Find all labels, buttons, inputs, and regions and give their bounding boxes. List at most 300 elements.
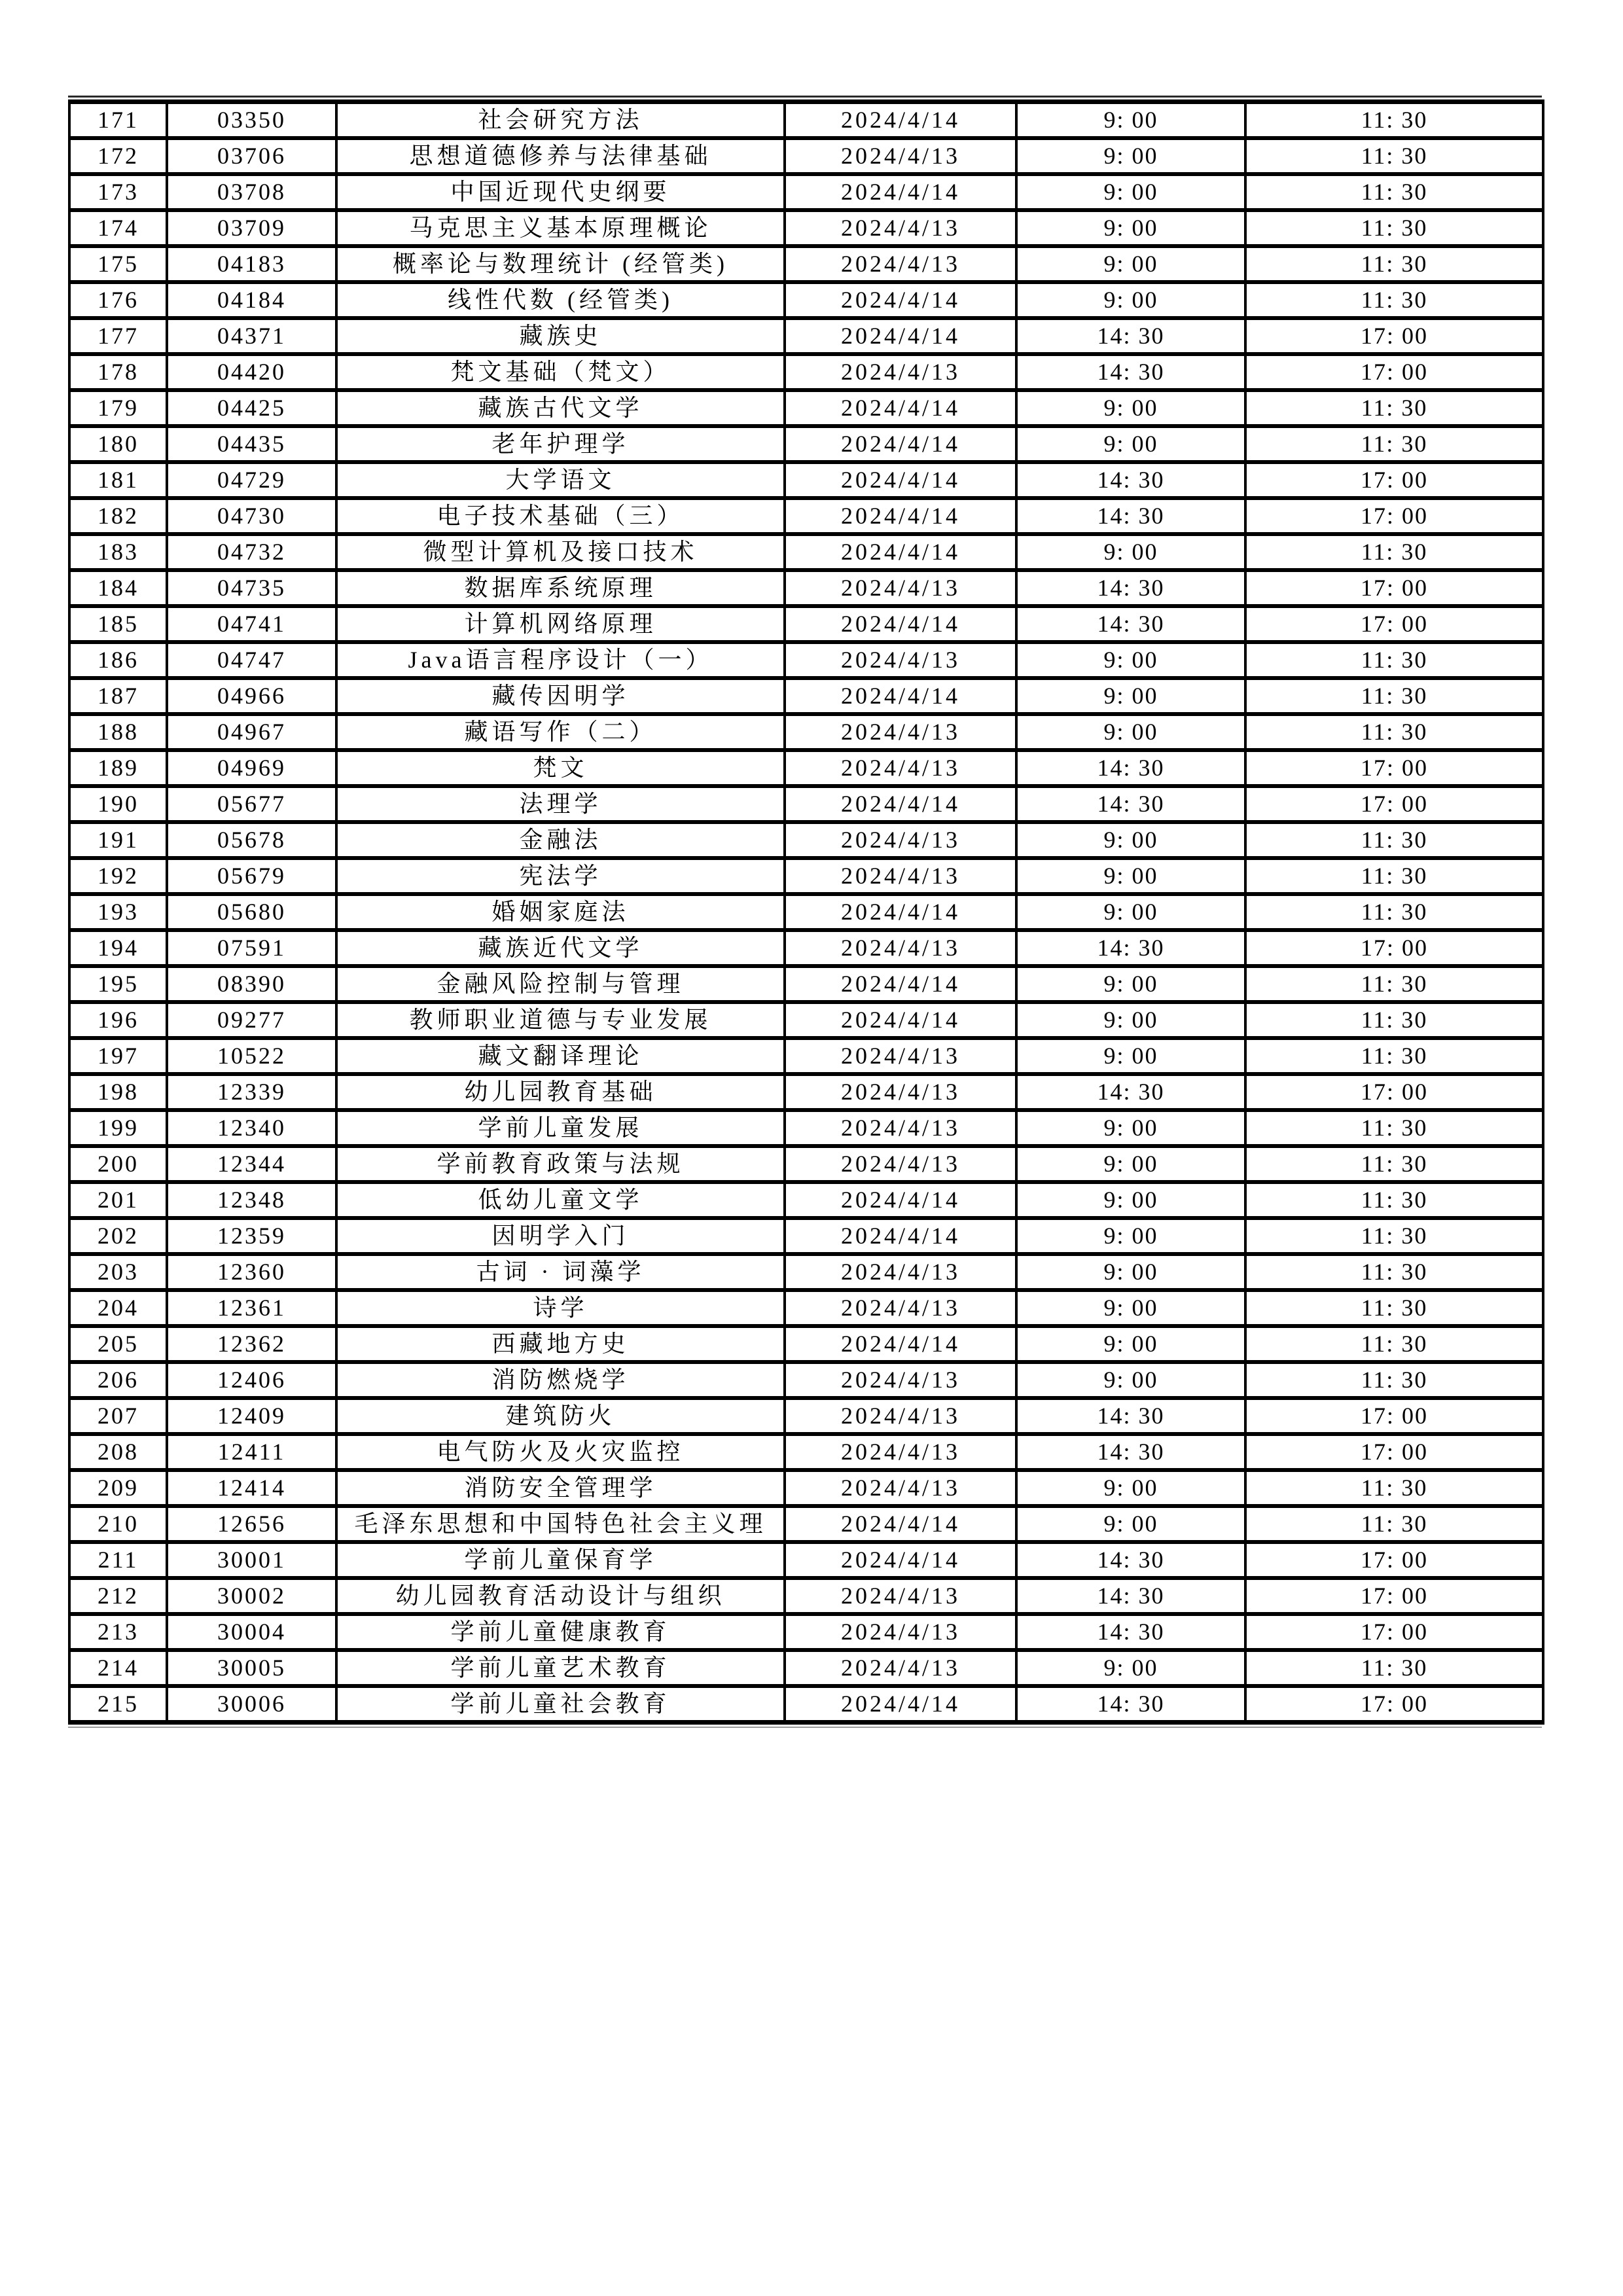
index-cell: 205 (69, 1326, 167, 1362)
index-cell: 178 (69, 354, 167, 390)
course-name-cell: 社会研究方法 (336, 102, 785, 139)
start-time-cell: 9: 00 (1016, 210, 1245, 246)
end-time-cell: 11: 30 (1245, 1218, 1543, 1254)
course-name-cell: 中国近现代史纲要 (336, 174, 785, 210)
index-cell: 182 (69, 498, 167, 534)
end-time-cell: 17: 00 (1245, 1398, 1543, 1434)
course-name-cell: 金融风险控制与管理 (336, 966, 785, 1002)
course-code-cell: 04967 (167, 714, 336, 750)
table-row (69, 1290, 1543, 1326)
table-row (69, 390, 1543, 426)
start-time-cell: 9: 00 (1016, 858, 1245, 894)
end-time-cell: 17: 00 (1245, 354, 1543, 390)
course-name-cell: 藏族史 (336, 318, 785, 354)
date-cell: 2024/4/13 (785, 246, 1016, 282)
index-cell: 212 (69, 1578, 167, 1614)
end-time-cell: 17: 00 (1245, 786, 1543, 822)
date-cell: 2024/4/14 (785, 426, 1016, 462)
end-time-cell: 11: 30 (1245, 1326, 1543, 1362)
course-code-cell: 04729 (167, 462, 336, 498)
exam-schedule-sheet (68, 96, 1542, 1728)
course-code-cell: 12360 (167, 1254, 336, 1290)
start-time-cell: 9: 00 (1016, 1650, 1245, 1686)
index-cell: 209 (69, 1470, 167, 1506)
start-time-cell: 9: 00 (1016, 138, 1245, 174)
course-name-cell: 概率论与数理统计 (经管类) (336, 246, 785, 282)
date-cell: 2024/4/13 (785, 750, 1016, 786)
end-time-cell: 11: 30 (1245, 1038, 1543, 1074)
course-name-cell: 金融法 (336, 822, 785, 858)
index-cell: 172 (69, 138, 167, 174)
index-cell: 198 (69, 1074, 167, 1110)
end-time-cell: 11: 30 (1245, 1290, 1543, 1326)
index-cell: 215 (69, 1686, 167, 1723)
start-time-cell: 14: 30 (1016, 354, 1245, 390)
course-code-cell: 03350 (167, 102, 336, 139)
course-code-cell: 04435 (167, 426, 336, 462)
table-row (69, 282, 1543, 318)
end-time-cell: 17: 00 (1245, 498, 1543, 534)
start-time-cell: 9: 00 (1016, 966, 1245, 1002)
date-cell: 2024/4/14 (785, 282, 1016, 318)
start-time-cell: 9: 00 (1016, 1326, 1245, 1362)
course-name-cell: 幼儿园教育活动设计与组织 (336, 1578, 785, 1614)
start-time-cell: 9: 00 (1016, 642, 1245, 678)
index-cell: 186 (69, 642, 167, 678)
index-cell: 196 (69, 1002, 167, 1038)
date-cell: 2024/4/14 (785, 318, 1016, 354)
table-row (69, 246, 1543, 282)
end-time-cell: 11: 30 (1245, 1506, 1543, 1542)
course-code-cell: 04735 (167, 570, 336, 606)
date-cell: 2024/4/14 (785, 786, 1016, 822)
table-row (69, 1686, 1543, 1723)
start-time-cell: 9: 00 (1016, 174, 1245, 210)
table-row (69, 606, 1543, 642)
start-time-cell: 14: 30 (1016, 498, 1245, 534)
date-cell: 2024/4/14 (785, 102, 1016, 139)
start-time-cell: 9: 00 (1016, 1470, 1245, 1506)
index-cell: 204 (69, 1290, 167, 1326)
date-cell: 2024/4/13 (785, 1254, 1016, 1290)
course-name-cell: 诗学 (336, 1290, 785, 1326)
end-time-cell: 11: 30 (1245, 174, 1543, 210)
course-name-cell: 梵文 (336, 750, 785, 786)
end-time-cell: 17: 00 (1245, 1434, 1543, 1470)
end-time-cell: 11: 30 (1245, 966, 1543, 1002)
course-name-cell: Java语言程序设计（一） (336, 642, 785, 678)
course-code-cell: 04732 (167, 534, 336, 570)
start-time-cell: 9: 00 (1016, 1290, 1245, 1326)
index-cell: 180 (69, 426, 167, 462)
start-time-cell: 9: 00 (1016, 282, 1245, 318)
course-code-cell: 04730 (167, 498, 336, 534)
course-code-cell: 08390 (167, 966, 336, 1002)
date-cell: 2024/4/14 (785, 1686, 1016, 1723)
table-row (69, 678, 1543, 714)
course-code-cell: 12348 (167, 1182, 336, 1218)
course-code-cell: 04425 (167, 390, 336, 426)
index-cell: 191 (69, 822, 167, 858)
table-row (69, 1578, 1543, 1614)
date-cell: 2024/4/13 (785, 642, 1016, 678)
date-cell: 2024/4/14 (785, 1182, 1016, 1218)
start-time-cell: 9: 00 (1016, 534, 1245, 570)
table-row (69, 1254, 1543, 1290)
date-cell: 2024/4/14 (785, 894, 1016, 930)
course-name-cell: 因明学入门 (336, 1218, 785, 1254)
course-name-cell: 藏传因明学 (336, 678, 785, 714)
table-row (69, 426, 1543, 462)
date-cell: 2024/4/13 (785, 1614, 1016, 1650)
table-row (69, 642, 1543, 678)
table-row (69, 1614, 1543, 1650)
start-time-cell: 9: 00 (1016, 1218, 1245, 1254)
course-name-cell: 教师职业道德与专业发展 (336, 1002, 785, 1038)
course-code-cell: 12656 (167, 1506, 336, 1542)
course-code-cell: 04420 (167, 354, 336, 390)
date-cell: 2024/4/14 (785, 1506, 1016, 1542)
end-time-cell: 17: 00 (1245, 318, 1543, 354)
table-row (69, 1110, 1543, 1146)
index-cell: 176 (69, 282, 167, 318)
date-cell: 2024/4/14 (785, 678, 1016, 714)
table-row (69, 1362, 1543, 1398)
table-row (69, 174, 1543, 210)
end-time-cell: 11: 30 (1245, 642, 1543, 678)
index-cell: 177 (69, 318, 167, 354)
table-row (69, 462, 1543, 498)
course-code-cell: 12361 (167, 1290, 336, 1326)
table-outer-top-rule (68, 96, 1542, 98)
index-cell: 188 (69, 714, 167, 750)
course-code-cell: 05677 (167, 786, 336, 822)
course-name-cell: 思想道德修养与法律基础 (336, 138, 785, 174)
schedule-table-body (69, 102, 1543, 1723)
table-outer-bottom-rule (68, 1727, 1542, 1728)
course-name-cell: 藏族古代文学 (336, 390, 785, 426)
start-time-cell: 9: 00 (1016, 246, 1245, 282)
index-cell: 179 (69, 390, 167, 426)
table-row (69, 858, 1543, 894)
start-time-cell: 14: 30 (1016, 318, 1245, 354)
table-row (69, 1506, 1543, 1542)
table-row (69, 1542, 1543, 1578)
course-name-cell: 藏族近代文学 (336, 930, 785, 966)
table-row (69, 570, 1543, 606)
course-code-cell: 12344 (167, 1146, 336, 1182)
start-time-cell: 14: 30 (1016, 606, 1245, 642)
date-cell: 2024/4/13 (785, 1038, 1016, 1074)
date-cell: 2024/4/13 (785, 210, 1016, 246)
start-time-cell: 9: 00 (1016, 894, 1245, 930)
end-time-cell: 11: 30 (1245, 894, 1543, 930)
table-row (69, 1434, 1543, 1470)
end-time-cell: 11: 30 (1245, 210, 1543, 246)
table-row (69, 1074, 1543, 1110)
date-cell: 2024/4/13 (785, 1146, 1016, 1182)
index-cell: 174 (69, 210, 167, 246)
course-code-cell: 04741 (167, 606, 336, 642)
index-cell: 184 (69, 570, 167, 606)
start-time-cell: 9: 00 (1016, 1002, 1245, 1038)
index-cell: 203 (69, 1254, 167, 1290)
index-cell: 193 (69, 894, 167, 930)
index-cell: 213 (69, 1614, 167, 1650)
index-cell: 190 (69, 786, 167, 822)
course-name-cell: 电气防火及火灾监控 (336, 1434, 785, 1470)
end-time-cell: 17: 00 (1245, 462, 1543, 498)
end-time-cell: 11: 30 (1245, 282, 1543, 318)
index-cell: 194 (69, 930, 167, 966)
index-cell: 202 (69, 1218, 167, 1254)
date-cell: 2024/4/14 (785, 534, 1016, 570)
date-cell: 2024/4/13 (785, 354, 1016, 390)
start-time-cell: 9: 00 (1016, 1254, 1245, 1290)
course-name-cell: 梵文基础（梵文） (336, 354, 785, 390)
course-code-cell: 12339 (167, 1074, 336, 1110)
start-time-cell: 14: 30 (1016, 570, 1245, 606)
course-code-cell: 30005 (167, 1650, 336, 1686)
start-time-cell: 9: 00 (1016, 1506, 1245, 1542)
date-cell: 2024/4/14 (785, 1218, 1016, 1254)
course-code-cell: 03706 (167, 138, 336, 174)
start-time-cell: 14: 30 (1016, 750, 1245, 786)
end-time-cell: 17: 00 (1245, 930, 1543, 966)
course-code-cell: 12362 (167, 1326, 336, 1362)
end-time-cell: 11: 30 (1245, 714, 1543, 750)
course-name-cell: 婚姻家庭法 (336, 894, 785, 930)
index-cell: 199 (69, 1110, 167, 1146)
end-time-cell: 11: 30 (1245, 1470, 1543, 1506)
course-name-cell: 幼儿园教育基础 (336, 1074, 785, 1110)
course-name-cell: 消防燃烧学 (336, 1362, 785, 1398)
date-cell: 2024/4/14 (785, 390, 1016, 426)
index-cell: 214 (69, 1650, 167, 1686)
end-time-cell: 11: 30 (1245, 390, 1543, 426)
course-name-cell: 学前儿童保育学 (336, 1542, 785, 1578)
end-time-cell: 17: 00 (1245, 606, 1543, 642)
start-time-cell: 9: 00 (1016, 678, 1245, 714)
date-cell: 2024/4/14 (785, 966, 1016, 1002)
end-time-cell: 11: 30 (1245, 1002, 1543, 1038)
start-time-cell: 9: 00 (1016, 714, 1245, 750)
course-name-cell: 计算机网络原理 (336, 606, 785, 642)
end-time-cell: 17: 00 (1245, 1578, 1543, 1614)
table-row (69, 822, 1543, 858)
date-cell: 2024/4/13 (785, 570, 1016, 606)
end-time-cell: 11: 30 (1245, 246, 1543, 282)
date-cell: 2024/4/13 (785, 1290, 1016, 1326)
course-code-cell: 04371 (167, 318, 336, 354)
date-cell: 2024/4/13 (785, 1362, 1016, 1398)
date-cell: 2024/4/13 (785, 1470, 1016, 1506)
course-name-cell: 大学语文 (336, 462, 785, 498)
course-name-cell: 藏语写作（二） (336, 714, 785, 750)
end-time-cell: 11: 30 (1245, 1182, 1543, 1218)
course-name-cell: 马克思主义基本原理概论 (336, 210, 785, 246)
course-name-cell: 消防安全管理学 (336, 1470, 785, 1506)
table-row (69, 714, 1543, 750)
date-cell: 2024/4/14 (785, 1002, 1016, 1038)
date-cell: 2024/4/13 (785, 714, 1016, 750)
course-code-cell: 12409 (167, 1398, 336, 1434)
index-cell: 183 (69, 534, 167, 570)
course-code-cell: 05678 (167, 822, 336, 858)
index-cell: 175 (69, 246, 167, 282)
course-code-cell: 09277 (167, 1002, 336, 1038)
table-row (69, 318, 1543, 354)
index-cell: 210 (69, 1506, 167, 1542)
exam-schedule-table (68, 99, 1544, 1725)
date-cell: 2024/4/13 (785, 1578, 1016, 1614)
index-cell: 195 (69, 966, 167, 1002)
start-time-cell: 14: 30 (1016, 786, 1245, 822)
start-time-cell: 14: 30 (1016, 1686, 1245, 1723)
table-row (69, 354, 1543, 390)
course-name-cell: 学前儿童发展 (336, 1110, 785, 1146)
end-time-cell: 11: 30 (1245, 102, 1543, 139)
course-name-cell: 微型计算机及接口技术 (336, 534, 785, 570)
index-cell: 200 (69, 1146, 167, 1182)
index-cell: 185 (69, 606, 167, 642)
table-row (69, 102, 1543, 139)
course-name-cell: 古词 · 词藻学 (336, 1254, 785, 1290)
start-time-cell: 14: 30 (1016, 1614, 1245, 1650)
course-code-cell: 30002 (167, 1578, 336, 1614)
start-time-cell: 9: 00 (1016, 426, 1245, 462)
end-time-cell: 11: 30 (1245, 138, 1543, 174)
index-cell: 208 (69, 1434, 167, 1470)
start-time-cell: 14: 30 (1016, 1398, 1245, 1434)
course-name-cell: 老年护理学 (336, 426, 785, 462)
end-time-cell: 11: 30 (1245, 1362, 1543, 1398)
start-time-cell: 14: 30 (1016, 1074, 1245, 1110)
course-code-cell: 05679 (167, 858, 336, 894)
table-row (69, 786, 1543, 822)
start-time-cell: 14: 30 (1016, 1578, 1245, 1614)
index-cell: 201 (69, 1182, 167, 1218)
course-code-cell: 04183 (167, 246, 336, 282)
end-time-cell: 11: 30 (1245, 822, 1543, 858)
course-name-cell: 学前儿童健康教育 (336, 1614, 785, 1650)
index-cell: 189 (69, 750, 167, 786)
index-cell: 187 (69, 678, 167, 714)
date-cell: 2024/4/14 (785, 462, 1016, 498)
course-name-cell: 宪法学 (336, 858, 785, 894)
index-cell: 181 (69, 462, 167, 498)
date-cell: 2024/4/14 (785, 1542, 1016, 1578)
index-cell: 173 (69, 174, 167, 210)
table-row (69, 1398, 1543, 1434)
table-row (69, 894, 1543, 930)
start-time-cell: 9: 00 (1016, 390, 1245, 426)
start-time-cell: 9: 00 (1016, 102, 1245, 139)
index-cell: 206 (69, 1362, 167, 1398)
index-cell: 197 (69, 1038, 167, 1074)
end-time-cell: 11: 30 (1245, 1110, 1543, 1146)
course-name-cell: 学前儿童社会教育 (336, 1686, 785, 1723)
course-name-cell: 数据库系统原理 (336, 570, 785, 606)
table-row (69, 1218, 1543, 1254)
table-row (69, 1146, 1543, 1182)
index-cell: 192 (69, 858, 167, 894)
date-cell: 2024/4/13 (785, 930, 1016, 966)
end-time-cell: 11: 30 (1245, 426, 1543, 462)
start-time-cell: 9: 00 (1016, 822, 1245, 858)
end-time-cell: 11: 30 (1245, 1254, 1543, 1290)
table-row (69, 534, 1543, 570)
course-code-cell: 12406 (167, 1362, 336, 1398)
table-row (69, 138, 1543, 174)
date-cell: 2024/4/13 (785, 1398, 1016, 1434)
course-code-cell: 04969 (167, 750, 336, 786)
table-row (69, 210, 1543, 246)
start-time-cell: 9: 00 (1016, 1110, 1245, 1146)
date-cell: 2024/4/13 (785, 138, 1016, 174)
start-time-cell: 14: 30 (1016, 930, 1245, 966)
start-time-cell: 9: 00 (1016, 1146, 1245, 1182)
date-cell: 2024/4/13 (785, 1110, 1016, 1146)
date-cell: 2024/4/14 (785, 606, 1016, 642)
course-name-cell: 西藏地方史 (336, 1326, 785, 1362)
table-row (69, 498, 1543, 534)
course-code-cell: 30004 (167, 1614, 336, 1650)
start-time-cell: 14: 30 (1016, 462, 1245, 498)
course-code-cell: 03709 (167, 210, 336, 246)
date-cell: 2024/4/13 (785, 822, 1016, 858)
table-row (69, 1038, 1543, 1074)
index-cell: 171 (69, 102, 167, 139)
start-time-cell: 14: 30 (1016, 1542, 1245, 1578)
course-name-cell: 藏文翻译理论 (336, 1038, 785, 1074)
course-name-cell: 学前教育政策与法规 (336, 1146, 785, 1182)
table-row (69, 750, 1543, 786)
course-code-cell: 12414 (167, 1470, 336, 1506)
end-time-cell: 17: 00 (1245, 750, 1543, 786)
course-code-cell: 10522 (167, 1038, 336, 1074)
course-name-cell: 毛泽东思想和中国特色社会主义理 (336, 1506, 785, 1542)
end-time-cell: 11: 30 (1245, 534, 1543, 570)
end-time-cell: 17: 00 (1245, 1542, 1543, 1578)
table-row (69, 1182, 1543, 1218)
course-name-cell: 建筑防火 (336, 1398, 785, 1434)
table-row (69, 1470, 1543, 1506)
course-name-cell: 学前儿童艺术教育 (336, 1650, 785, 1686)
date-cell: 2024/4/13 (785, 858, 1016, 894)
date-cell: 2024/4/13 (785, 1074, 1016, 1110)
end-time-cell: 17: 00 (1245, 1614, 1543, 1650)
index-cell: 211 (69, 1542, 167, 1578)
end-time-cell: 17: 00 (1245, 1074, 1543, 1110)
course-code-cell: 04966 (167, 678, 336, 714)
table-row (69, 1326, 1543, 1362)
table-row (69, 1650, 1543, 1686)
course-name-cell: 低幼儿童文学 (336, 1182, 785, 1218)
course-code-cell: 05680 (167, 894, 336, 930)
course-code-cell: 03708 (167, 174, 336, 210)
course-code-cell: 07591 (167, 930, 336, 966)
table-row (69, 1002, 1543, 1038)
table-row (69, 930, 1543, 966)
table-row (69, 966, 1543, 1002)
start-time-cell: 14: 30 (1016, 1434, 1245, 1470)
course-code-cell: 04747 (167, 642, 336, 678)
end-time-cell: 11: 30 (1245, 1146, 1543, 1182)
date-cell: 2024/4/13 (785, 1650, 1016, 1686)
date-cell: 2024/4/14 (785, 1326, 1016, 1362)
date-cell: 2024/4/14 (785, 498, 1016, 534)
